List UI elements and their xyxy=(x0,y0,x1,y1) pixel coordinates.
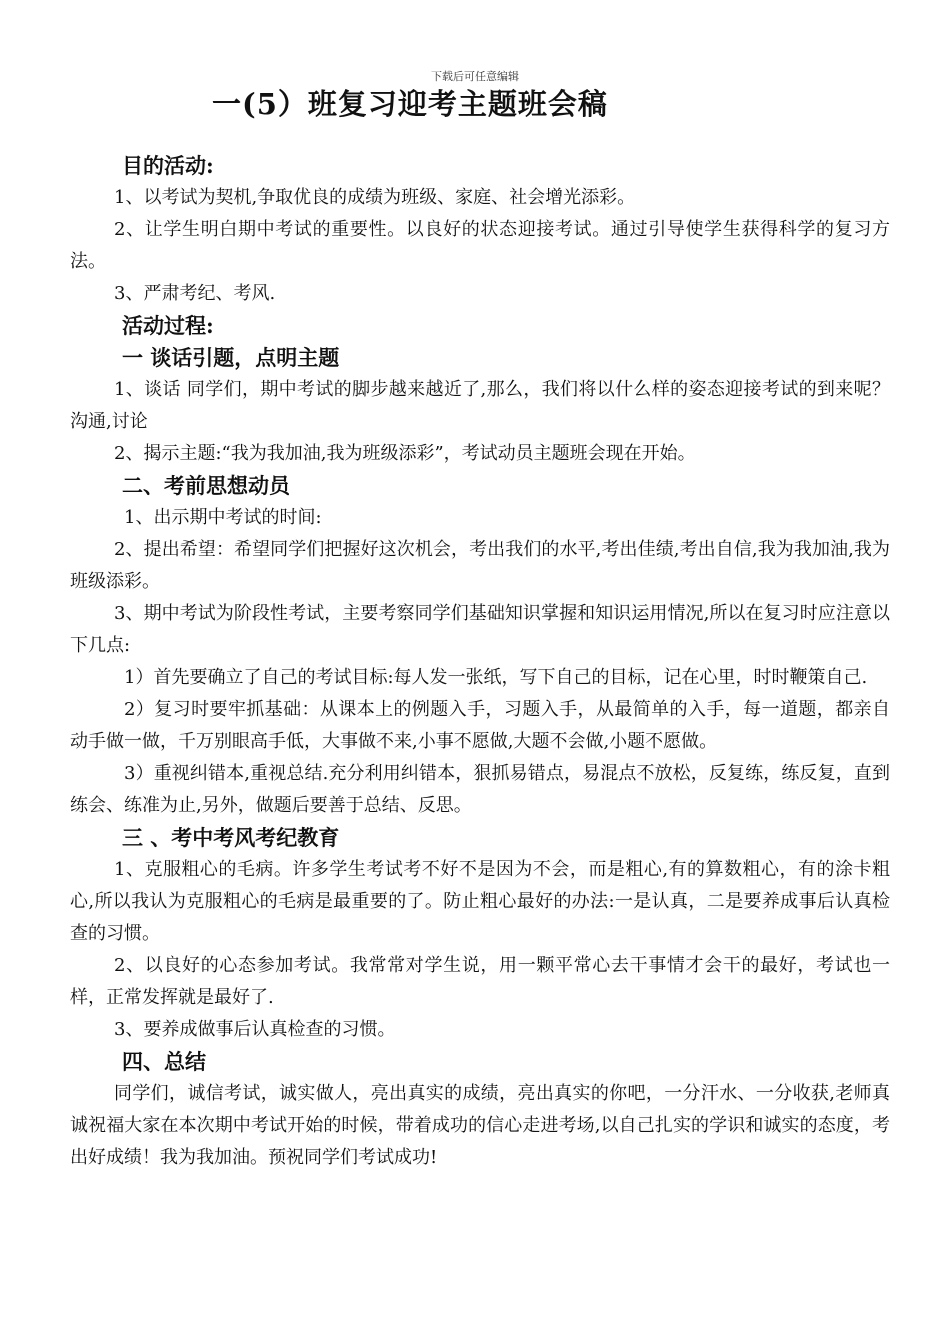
sub-paragraph: 3）重视纠错本,重视总结.充分利用纠错本，狠抓易错点，易混点不放松，反复练，练反复，直到练会、练准为止,另外，做题后要善于总结、反思。 xyxy=(70,763,890,816)
paragraph: 1、出示期中考试的时间: xyxy=(124,507,322,528)
paragraph: 2、让学生明白期中考试的重要性。以良好的状态迎接考试。通过引导使学生获得科学的复习方法。 xyxy=(70,219,890,272)
paragraph: 2、以良好的心态参加考试。我常常对学生说，用一颗平常心去干事情才会干的最好，考试也一样，正常发挥就是最好了. xyxy=(70,955,890,1008)
paragraph: 3、期中考试为阶段性考试，主要考察同学们基础知识掌握和知识运用情况,所以在复习时应注意以下几点: xyxy=(70,603,890,656)
watermark-text: 下载后可任意编辑 xyxy=(431,70,519,83)
document-body xyxy=(70,150,890,1174)
paragraph: 3、严肃考纪、考风. xyxy=(114,283,276,304)
section-heading-process: 活动过程: xyxy=(122,313,214,338)
paragraph: 同学们，诚信考试，诚实做人，亮出真实的成绩，亮出真实的你吧，一分汗水、一分收获,老师真诚祝福大家在本次期中考试开始的时候，带着成功的信心走进考场,以自己扎实的学识和诚实的态度，考出好成绩！我为我加油。预祝同学们考试成功! xyxy=(70,1083,890,1168)
section-heading-part2: 二、考前思想动员 xyxy=(122,473,290,498)
paragraph: 1、谈话 同学们，期中考试的脚步越来越近了,那么，我们将以什么样的姿态迎接考试的到来呢？沟通,讨论 xyxy=(70,379,890,432)
sub-paragraph: 1）首先要确立了自己的考试目标:每人发一张纸，写下自己的目标，记在心里，时时鞭策自己. xyxy=(124,667,868,688)
paragraph: 3、要养成做事后认真检查的习惯。 xyxy=(114,1019,396,1040)
paragraph: 2、提出希望：希望同学们把握好这次机会，考出我们的水平,考出佳绩,考出自信,我为我加油,我为班级添彩。 xyxy=(70,539,890,592)
paragraph: 1、以考试为契机,争取优良的成绩为班级、家庭、社会增光添彩。 xyxy=(114,187,636,208)
paragraph: 2、揭示主题:“我为我加油,我为班级添彩”，考试动员主题班会现在开始。 xyxy=(114,443,696,464)
section-heading-part1: 一 谈话引题，点明主题 xyxy=(122,345,340,370)
page-title: 一(5）班复习迎考主题班会稿 xyxy=(212,87,608,121)
section-heading-part4: 四、总结 xyxy=(122,1049,206,1074)
sub-paragraph: 2）复习时要牢抓基础：从课本上的例题入手，习题入手，从最简单的入手，每一道题，都亲自动手做一做，千万别眼高手低，大事做不来,小事不愿做,大题不会做,小题不愿做。 xyxy=(70,699,890,752)
paragraph: 1、克服粗心的毛病。许多学生考试考不好不是因为不会，而是粗心,有的算数粗心，有的涂卡粗心,所以我认为克服粗心的毛病是最重要的了。防止粗心最好的办法:一是认真，二是要养成事后认真检查的习惯。 xyxy=(70,859,890,944)
section-heading-part3: 三 、考中考风考纪教育 xyxy=(122,825,340,850)
section-heading-purpose: 目的活动: xyxy=(122,153,214,178)
